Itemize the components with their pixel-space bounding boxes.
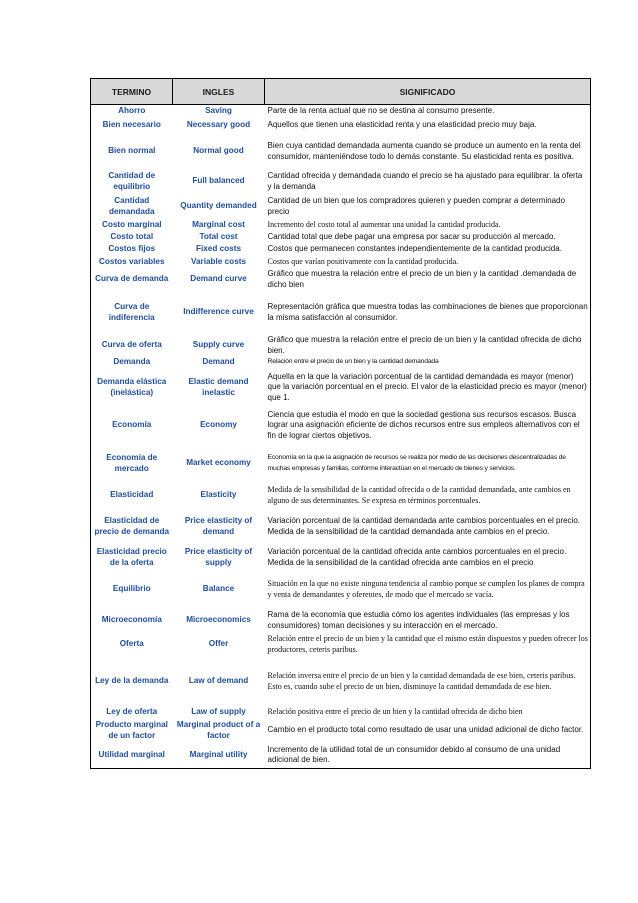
english-cell: Price elasticity of demand <box>184 516 253 536</box>
term-cell: Producto marginal de un factor <box>91 719 173 743</box>
table-row <box>91 445 591 483</box>
table-row <box>91 545 591 571</box>
table-row <box>91 194 591 220</box>
term-cell: Bien normal <box>91 134 173 170</box>
english-cell: Marginal utility <box>173 743 265 769</box>
meaning-cell: Rama de la economía que estudia cómo los agentes individuales (las empresas y los consumidores) toman decisiones y su interacción en el mercado. <box>265 609 591 633</box>
meaning-cell: Relación inversa entre el precio de un bien y la cantidad demandada de ese bien, ceteris paribus. Esto es, cuando sube el precio de un bien, disminuye la cantidad demandada de ese bien. <box>265 657 591 707</box>
table-row <box>91 256 591 269</box>
meaning-cell: Cambio en el producto total como resultado de usar una unidad adicional de dicho factor. <box>265 719 591 743</box>
english-cell: Marginal product of a factor <box>176 720 261 740</box>
english-cell: Balance <box>202 584 235 594</box>
english-cell: Law of demand <box>188 676 249 686</box>
table-row <box>91 134 591 170</box>
meaning-cell: Medida de la sensibilidad de la cantidad ofrecida o de la cantidad demandada, ante cambios en alguno de sus determinantes. Se expresa en términos porcentuales. <box>265 483 591 509</box>
meaning-cell: Parte de la renta actual que no se destina al consumo presente. <box>265 105 591 118</box>
term-cell: Demanda <box>91 357 173 369</box>
term-cell: Costos variables <box>91 256 173 269</box>
english-cell: Necessary good <box>186 120 251 130</box>
table-row <box>91 657 591 707</box>
meaning-cell: Aquellos que tienen una elasticidad renta y una elasticidad precio muy baja. <box>265 118 591 134</box>
term-cell: Economía <box>91 407 173 445</box>
table-row <box>91 483 591 509</box>
table-row <box>91 609 591 633</box>
term-cell: Ley de oferta <box>91 707 173 719</box>
english-cell: Offer <box>208 639 229 649</box>
english-cell: Elastic demand inelastic <box>188 377 249 397</box>
term-cell: Curva de demanda <box>91 269 173 291</box>
table-row <box>91 707 591 719</box>
glossary-table <box>90 78 591 769</box>
term-cell: Equilibrio <box>91 571 173 609</box>
meaning-cell: Relación entre el precio de un bien y la cantidad demandada <box>265 357 591 369</box>
meaning-cell: Costos que permanecen constantes independientemente de la cantidad producida. <box>265 244 591 256</box>
term-cell: Costo total <box>91 232 173 244</box>
table-row <box>91 357 591 369</box>
table-row <box>91 407 591 445</box>
meaning-cell: Economía en la que la asignación de recursos se realiza por medio de las decisiones descentralizadas de muchas empresas y familias, conforme interactúan en el mercado de bienes y servicios. <box>265 445 591 483</box>
table-row <box>91 719 591 743</box>
meaning-cell: Variación porcentual de la cantidad ofrecida ante cambios porcentuales en el precio. Medida de la sensibilidad de la cantidad ofrecida ante cambios en el precio <box>265 545 591 571</box>
meaning-cell: Bien cuya cantidad demandada aumenta cuando se produce un aumento en la renta del consumidor, manteniéndose todo lo demás constante. Su elasticidad renta es positiva. <box>265 134 591 170</box>
english-cell: Law of supply <box>191 707 246 717</box>
english-cell: Demand curve <box>190 274 247 284</box>
meaning-cell: Cantidad de un bien que los compradores quieren y pueden comprar a determinado precio <box>265 194 591 220</box>
term-cell: Oferta <box>91 633 173 657</box>
header-ingles: INGLES <box>173 79 265 105</box>
english-cell: Indifference curve <box>183 307 254 317</box>
meaning-cell: Relación entre el precio de un bien y la cantidad que el mismo están dispuestos y pueden ofrecer los productores, ceteris paribus. <box>265 633 591 657</box>
english-cell: Marginal cost <box>192 220 245 230</box>
meaning-cell: Costos que varían positivamente con la cantidad producida. <box>265 256 591 269</box>
table-row <box>91 369 591 407</box>
term-cell: Bien necesario <box>91 118 173 134</box>
table-row <box>91 232 591 244</box>
english-cell: Market economy <box>186 458 251 468</box>
table-row <box>91 335 591 357</box>
term-cell: Costo marginal <box>91 220 173 232</box>
english-cell: Supply curve <box>192 340 245 350</box>
meaning-cell: Incremento del costo total al aumentar una unidad la cantidad producida. <box>265 220 591 232</box>
term-cell: Microeconomía <box>91 609 173 633</box>
english-cell: Price elasticity of supply <box>184 547 253 567</box>
term-cell: Demanda elástica (inelástica) <box>91 369 173 407</box>
meaning-cell: Relación positiva entre el precio de un bien y la cantidad ofrecida de dicho bien <box>265 707 591 719</box>
term-cell: Economía de mercado <box>91 445 173 483</box>
english-cell: Variable costs <box>190 256 247 266</box>
term-cell: Utilidad marginal <box>91 743 173 769</box>
table-row <box>91 571 591 609</box>
english-cell: Total cost <box>199 232 238 242</box>
table-row <box>91 244 591 256</box>
english-cell: Quantity demanded <box>180 201 257 211</box>
meaning-cell: Cantidad ofrecida y demandada cuando el precio se ha ajustado para equilibrar. la oferta y la demanda <box>265 170 591 194</box>
table-row <box>91 105 591 118</box>
english-cell: Demand <box>202 357 235 367</box>
term-cell: Curva de indiferencia <box>91 291 173 335</box>
meaning-cell: Aquella en la que la variación porcentual de la cantidad demandada es mayor (menor) que la variación porcentual en el precio. El valor de la elasticidad precio es mayor (menor) que 1. <box>265 369 591 407</box>
table-row <box>91 633 591 657</box>
english-cell: Elasticity <box>200 490 237 500</box>
term-cell: Cantidad de equilibrio <box>91 170 173 194</box>
term-cell: Curva de oferta <box>91 335 173 357</box>
table-row <box>91 170 591 194</box>
english-cell: Normal good <box>193 146 244 156</box>
table-header <box>91 79 591 105</box>
table-row <box>91 220 591 232</box>
meaning-cell: Representación gráfica que muestra todas las combinaciones de bienes que proporcionan la misma satisfacción al consumidor. <box>265 291 591 335</box>
english-cell: Economy <box>200 420 237 430</box>
term-cell: Ley de la demanda <box>91 657 173 707</box>
term-cell: Elasticidad de precio de demanda <box>91 509 173 545</box>
meaning-cell: Gráfico que muestra la relación entre el precio de un bien y la cantidad ofrecida de dicho bien. <box>265 335 591 357</box>
table-row <box>91 291 591 335</box>
term-cell: Ahorro <box>91 105 173 118</box>
meaning-cell: Gráfico que muestra la relación entre el precio de un bien y la cantidad .demandada de dicho bien <box>265 269 591 291</box>
english-cell: Fixed costs <box>195 244 242 254</box>
english-cell: Microeconomics <box>186 615 251 625</box>
header-termino: TERMINO <box>91 79 173 105</box>
meaning-cell: Ciencia que estudia el modo en que la sociedad gestiona sus recursos escasos. Busca lograr una asignación eficiente de dichos recursos entre sus empleos alternativos con el fin de lograr ciertos objetivos. <box>265 407 591 445</box>
table-row <box>91 509 591 545</box>
meaning-cell: Variación porcentual de la cantidad demandada ante cambios porcentuales en el precio. Medida de la sensibilidad de la cantidad demandada ante cambios en el precio. <box>265 509 591 545</box>
table-row <box>91 118 591 134</box>
meaning-cell: Situación en la que no existe ninguna tendencia al cambio porque se cumplen los planes de compra y venta de demandantes y oferentes, de modo que el mercado se vacía. <box>265 571 591 609</box>
table-row <box>91 743 591 769</box>
term-cell: Elasticidad precio de la oferta <box>91 545 173 571</box>
meaning-cell: Incremento de la utilidad total de un consumidor debido al consumo de una unidad adicional de bien. <box>265 743 591 769</box>
term-cell: Costos fijos <box>91 244 173 256</box>
table-row <box>91 269 591 291</box>
header-significado: SIGNIFICADO <box>265 79 591 105</box>
english-cell: Saving <box>205 106 232 115</box>
term-cell: Cantidad demandada <box>91 194 173 220</box>
meaning-cell: Cantidad total que debe pagar una empresa por sacar su producción al mercado. <box>265 232 591 244</box>
term-cell: Elasticidad <box>91 483 173 509</box>
english-cell: Full balanced <box>192 176 245 186</box>
